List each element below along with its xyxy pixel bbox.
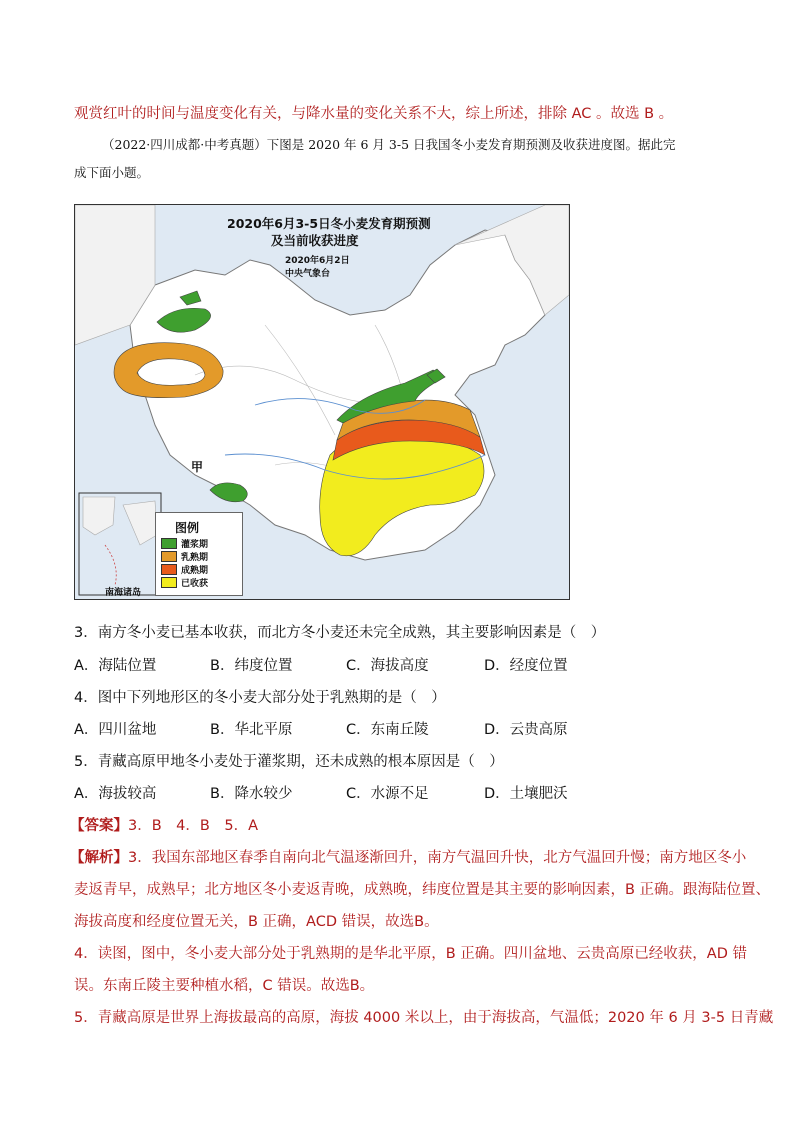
q3-option-d: D．经度位置 — [484, 658, 568, 674]
legend-item-1 — [161, 537, 208, 550]
inset-label: 南海诸岛 — [105, 588, 142, 598]
q5-option-a: A．海拔较高 — [74, 786, 157, 802]
legend-label-3: 成熟期 — [181, 566, 209, 576]
analysis-line-4: 4．读图，图中，冬小麦大部分处于乳熟期的是华北平原，B 正确。四川盆地、云贵高原已经收获，AD 错 — [74, 946, 747, 962]
analysis-tag: 【解析】 — [70, 850, 128, 866]
legend-swatch-1 — [161, 538, 177, 549]
analysis-line-3: 海拔高度和经度位置无关，B 正确，ACD 错误，故选B。 — [74, 914, 439, 930]
map-title-2: 及当前收获进度 — [271, 233, 359, 248]
q3-option-c: C．海拔高度 — [346, 658, 429, 674]
answer-line — [70, 814, 258, 835]
map-source: 中央气象台 — [285, 269, 331, 279]
legend-label-2: 乳熟期 — [181, 553, 209, 563]
q4-option-d: D．云贵高原 — [484, 722, 568, 738]
q4-option-c: C．东南丘陵 — [346, 722, 429, 738]
question-4-stem: 4．图中下列地形区的冬小麦大部分处于乳熟期的是（ ） — [74, 690, 446, 706]
question-3-stem: 3．南方冬小麦已基本收获，而北方冬小麦还未完全成熟，其主要影响因素是（ ） — [74, 625, 606, 641]
q4-option-a: A．四川盆地 — [74, 722, 157, 738]
map-date: 2020年6月2日 — [285, 256, 350, 266]
legend-swatch-4 — [161, 577, 177, 588]
analysis-text-1: 3．我国东部地区春季自南向北气温逐渐回升，南方气温回升快，北方气温回升慢；南方地区冬小 — [128, 850, 747, 866]
analysis-line-2: 麦返青早，成熟早；北方地区冬小麦返青晚，成熟晚，纬度位置是其主要的影响因素，B 正确。跟海陆位置、 — [74, 882, 771, 898]
top-line: 观赏红叶的时间与温度变化有关，与降水量的变化关系不大，综上所述，排除 AC 。故选 B 。 — [74, 106, 674, 122]
legend-label-4: 已收获 — [181, 579, 209, 589]
analysis-line-5: 误。东南丘陵主要种植水稻，C 错误。故选B。 — [74, 978, 375, 994]
q5-option-b: B．降水较少 — [210, 786, 293, 802]
answer-text: 3．B 4．B 5．A — [128, 818, 258, 834]
analysis-line-1 — [70, 846, 746, 867]
legend-list — [161, 537, 208, 589]
legend-item-4 — [161, 576, 208, 589]
q5-option-d: D．土壤肥沃 — [484, 786, 568, 802]
q5-option-c: C．水源不足 — [346, 786, 429, 802]
map-title-1: 2020年6月3-5日冬小麦发育期预测 — [227, 216, 431, 231]
intro-line-1: （2022·四川成都·中考真题）下图是 2020 年 6 月 3-5 日我国冬小麦发育期预测及收获进度图。据此完 — [102, 137, 676, 152]
legend-item-3 — [161, 563, 208, 576]
answer-tag: 【答案】 — [70, 818, 128, 834]
legend-title: 图例 — [175, 521, 200, 535]
q3-option-a: A．海陆位置 — [74, 658, 157, 674]
q3-option-b: B．纬度位置 — [210, 658, 293, 674]
legend-label-1: 灌浆期 — [181, 540, 209, 550]
legend-item-2 — [161, 550, 208, 563]
q4-option-b: B．华北平原 — [210, 722, 293, 738]
analysis-line-6: 5．青藏高原是世界上海拔最高的高原，海拔 4000 米以上，由于海拔高，气温低；2020 年 6 月 3-5 日青藏 — [74, 1010, 774, 1026]
legend-swatch-3 — [161, 564, 177, 575]
question-5-stem: 5．青藏高原甲地冬小麦处于灌浆期，还未成熟的根本原因是（ ） — [74, 754, 504, 770]
intro-line-2: 成下面小题。 — [74, 165, 150, 180]
legend-swatch-2 — [161, 551, 177, 562]
wheat-map-figure — [74, 204, 570, 600]
marker-jia: 甲 — [191, 460, 204, 474]
